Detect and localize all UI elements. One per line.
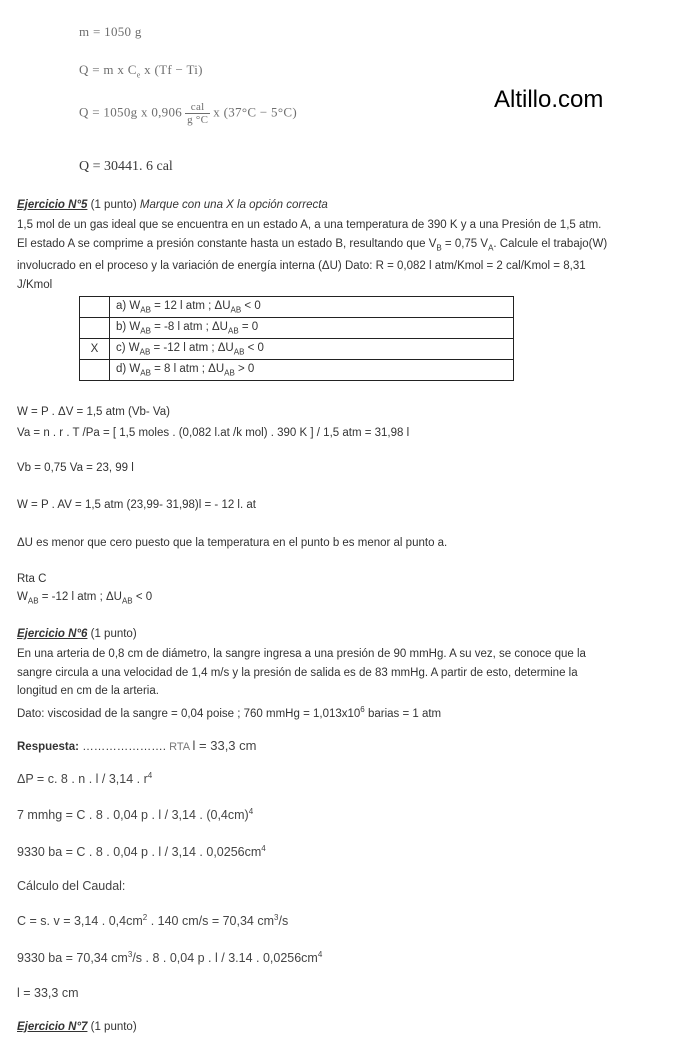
ex5-solution-2: Va = n . r . T /Pa = [ 1,5 moles . (0,082 l.at /k mol) . 390 K ] / 1,5 atm = 31,98 l [17, 427, 410, 439]
ex6-line-3: longitud en cm de la arteria. [17, 685, 159, 697]
option-row [80, 318, 514, 339]
response-value: l = 33,3 cm [192, 738, 257, 753]
option-mark[interactable] [80, 297, 110, 318]
site-logo: Altillo.com [494, 86, 604, 113]
ex6-points: (1 punto) [87, 628, 137, 640]
ex6-formula-3: 9330 ba = C . 8 . 0,04 p . l / 3,14 . $0,0256cm^4$ [17, 844, 266, 860]
ex7-heading [17, 1021, 137, 1033]
ex6-caudal-heading: Cálculo del Caudal: [17, 879, 126, 893]
ex6-formula-2: 7 mmhg = C . 8 . 0,04 p . l / 3,14 . $(0,4cm)^4$ [17, 807, 254, 823]
formula-sub-a: Q = 1050g x 0,906 [79, 104, 183, 120]
ex6-formula-4: C = s. v = 3,14 . $0,4cm^2$ . 140 cm/s = 70,34 $cm^3/s$ [17, 913, 289, 929]
response-dots: …………………. [79, 741, 170, 753]
ex5-solution-3: Vb = 0,75 Va = 23, 99 l [17, 462, 134, 474]
ex6-formula-5: 9330 ba = 70,34 $cm^3/s$ . 8 . 0,04 p . l / 3.14 . $0,0256cm^4$ [17, 950, 323, 966]
fraction-numerator: cal [185, 101, 210, 114]
ex5-solution-5: ΔU es menor que cero puesto que la temperatura en el punto b es menor al punto a. [17, 537, 448, 549]
option-text: b) $W_{AB} = -8$ l atm ; $\Delta U_{AB} = 0$ [110, 318, 514, 339]
option-mark[interactable]: X [80, 339, 110, 360]
formula-heat-substitution [79, 101, 297, 126]
formula-mass: m = 1050 g [79, 24, 142, 39]
ex5-title: Ejercicio N°5 [17, 199, 88, 211]
ex5-answer-label: Rta C [17, 573, 47, 585]
ex5-line-3: involucrado en el proceso y la variación de energía interna (ΔU) Dato: R = 0,082 l atm/Kmol = 2 cal/Kmol = 8,31 [17, 260, 586, 273]
ex7-title: Ejercicio N°7 [17, 1021, 88, 1033]
ex5-answer-value: $W_{AB} = -12$ l atm ; $\Delta U_{AB} < 0$ [17, 591, 153, 606]
ex5-line-4: J/Kmol [17, 278, 53, 291]
ex5-statement [17, 216, 700, 294]
option-row [80, 297, 514, 318]
option-mark[interactable] [80, 318, 110, 339]
fraction-denominator: g °C [187, 114, 209, 126]
option-row [80, 339, 514, 360]
ex7-points: (1 punto) [87, 1021, 137, 1033]
formula-heat-result: Q = 30441. 6 cal [79, 159, 173, 174]
formula-heat-b: x (Tf − Ti) [140, 62, 203, 77]
ex6-response [17, 738, 256, 753]
ex6-line-2: sangre circula a una velocidad de 1,4 m/s y la presión de salida es de 83 mmHg. A partir de esto, determine la [17, 666, 578, 679]
formula-heat-sub: e [136, 70, 141, 80]
ex6-heading [17, 628, 137, 640]
ex5-solution-4: W = P . AV = 1,5 atm (23,99- 31,98)l = - 12 l. at [17, 499, 256, 511]
response-rta: RTA [169, 741, 193, 753]
formula-heat-a: Q = m x C [79, 62, 137, 77]
ex6-title: Ejercicio N°6 [17, 628, 88, 640]
ex5-line-2: El estado A se comprime a presión constante hasta un estado B, resultando que $V_B = 0,75$ $V_A$. Calcule el trabajo(W) [17, 237, 608, 252]
ex5-instruction: Marque con una X la opción correcta [139, 199, 328, 211]
ex5-points: (1 punto) [87, 199, 140, 211]
ex6-statement [17, 645, 700, 723]
ex5-solution-1: W = P . ΔV = 1,5 atm (Vb- Va) [17, 406, 170, 418]
formula-heat [79, 62, 203, 80]
ex6-formula-1: ΔP = c. 8 . n . l / 3,14 . $r^4$ [17, 771, 153, 787]
option-row [80, 360, 514, 381]
option-mark[interactable] [80, 360, 110, 381]
formula-sub-b: x (37°C − 5°C) [213, 104, 297, 120]
option-text: a) $W_{AB} = 12$ l atm ; $\Delta U_{AB} < 0$ [110, 297, 514, 318]
response-label: Respuesta: [17, 741, 79, 753]
option-text: c) $W_{AB} = -12$ l atm ; $\Delta U_{AB} < 0$ [110, 339, 514, 360]
ex5-options-table [79, 296, 514, 381]
ex6-line-1: En una arteria de 0,8 cm de diámetro, la sangre ingresa a una presión de 90 mmHg. A su vez, se conoce que la [17, 648, 586, 660]
ex5-line-1: 1,5 mol de un gas ideal que se encuentra en un estado A, a una temperatura de 390 K y a una Presión de 1,5 atm. [17, 219, 602, 231]
formula-fraction [185, 101, 210, 126]
ex5-heading [17, 199, 328, 211]
option-text: d) $W_{AB} = 8$ l atm ; $\Delta U_{AB} > 0$ [110, 360, 514, 381]
ex6-line-4: Dato: viscosidad de la sangre = 0,04 poise ; 760 mmHg = $1,013x10^6$ barias = 1 atm [17, 704, 442, 720]
ex6-formula-6: l = 33,3 cm [17, 986, 79, 1000]
